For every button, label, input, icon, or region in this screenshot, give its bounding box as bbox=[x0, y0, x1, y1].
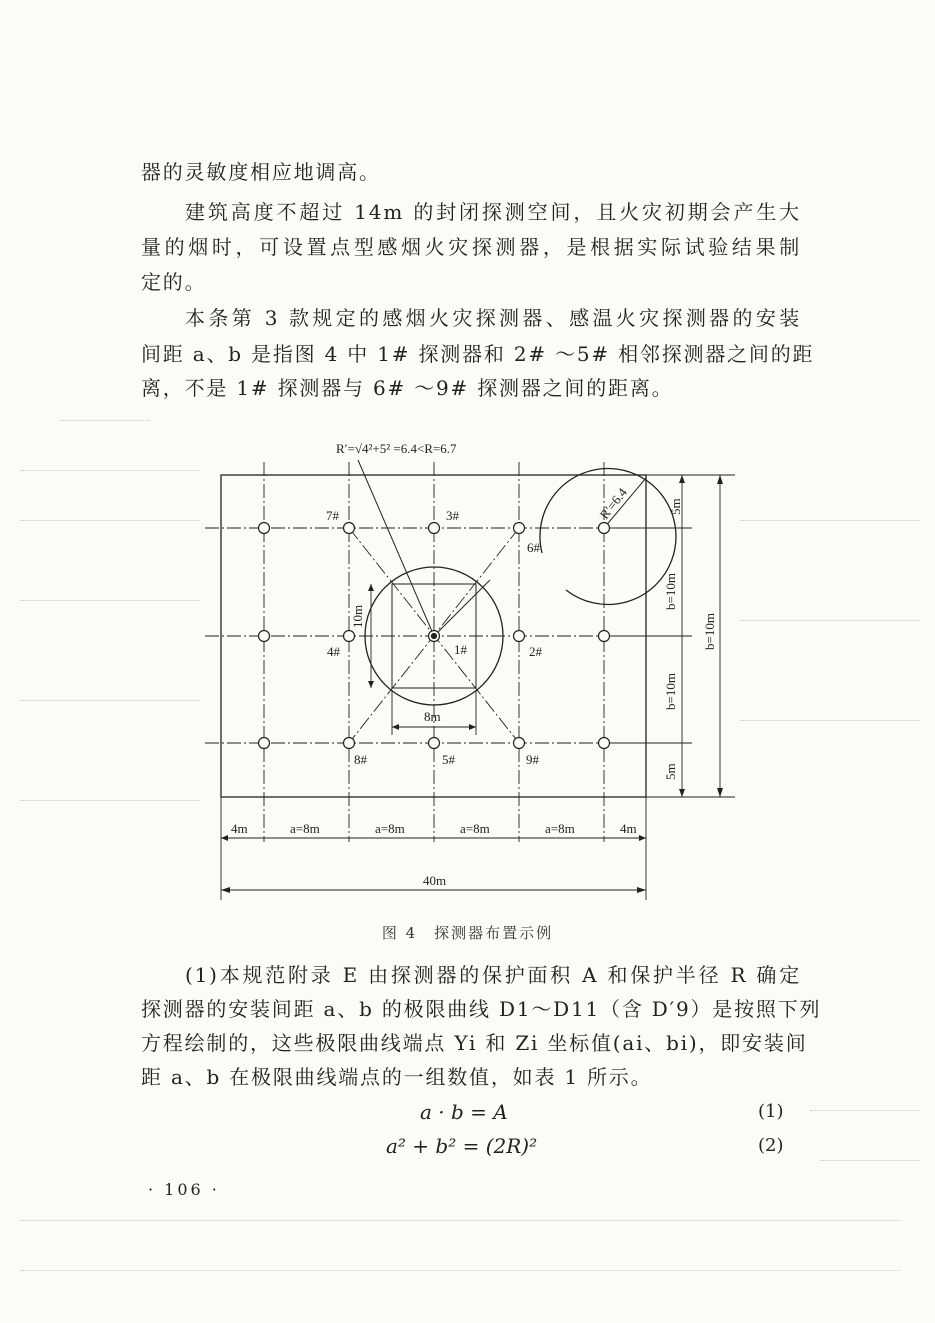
detector-label-1: 1# bbox=[454, 642, 467, 657]
detector-marker bbox=[599, 523, 610, 534]
dim-bottom-6: 4m bbox=[620, 821, 637, 836]
dim-bottom-5: a=8m bbox=[545, 821, 575, 836]
r-prime-label: R′=6.4 bbox=[596, 484, 630, 522]
detector-marker bbox=[599, 738, 610, 749]
scan-artifact-line bbox=[20, 520, 200, 521]
detector-marker bbox=[259, 631, 270, 642]
detector-marker bbox=[259, 738, 270, 749]
dim-8m: 8m bbox=[424, 709, 441, 724]
scan-artifact-line bbox=[740, 620, 920, 621]
text-line: 建筑高度不超过 14m 的封闭探测空间，且火灾初期会产生大 bbox=[185, 200, 801, 224]
scan-artifact-line bbox=[20, 1220, 900, 1221]
dim-bottom-total: 40m bbox=[423, 873, 447, 888]
detector-marker bbox=[599, 631, 610, 642]
text-line: 器的灵敏度相应地调高。 bbox=[141, 160, 381, 184]
detector-marker bbox=[429, 738, 440, 749]
detector-marker bbox=[514, 523, 525, 534]
text-line: 本条第 3 款规定的感烟火灾探测器、感温火灾探测器的安装 bbox=[185, 306, 801, 330]
equation-number-2: (2) bbox=[758, 1135, 784, 1156]
dim-bottom-1: 4m bbox=[231, 821, 248, 836]
text-line: 间距 a、b 是指图 4 中 1# 探测器和 2# ～5# 相邻探测器之间的距 bbox=[141, 342, 815, 366]
detector-label-3: 3# bbox=[446, 508, 459, 523]
detector-marker bbox=[514, 738, 525, 749]
dim-left-10m: 10m bbox=[350, 604, 365, 628]
scan-artifact-line bbox=[740, 720, 920, 721]
detector-label-8: 8# bbox=[354, 752, 367, 767]
equation-1: a · b = A bbox=[420, 1100, 508, 1124]
dim-bottom-3: a=8m bbox=[375, 821, 405, 836]
scan-artifact-line bbox=[820, 1160, 920, 1161]
scan-artifact-line bbox=[20, 700, 200, 701]
dim-right-5m-bottom: 5m bbox=[663, 763, 678, 780]
r-prime-circle bbox=[540, 468, 676, 604]
detector-marker bbox=[344, 738, 355, 749]
dim-right-5m-top: 5m bbox=[668, 498, 683, 515]
dim-right-b-bottom: b=10m bbox=[663, 673, 678, 710]
text-line: 方程绘制的，这些极限曲线端点 Yi 和 Zi 坐标值(ai、bi)，即安装间 bbox=[141, 1031, 808, 1055]
dim-bottom-2: a=8m bbox=[290, 821, 320, 836]
text-line: 离，不是 1# 探测器与 6# ～9# 探测器之间的距离。 bbox=[141, 376, 674, 400]
dim-right-b-top: b=10m bbox=[663, 573, 678, 610]
detector-label-4: 4# bbox=[327, 644, 340, 659]
equation-2: a² + b² = (2R)² bbox=[386, 1134, 538, 1158]
page-number: · 106 · bbox=[148, 1180, 220, 1199]
text-line: 距 a、b 在极限曲线端点的一组数值，如表 1 所示。 bbox=[141, 1065, 653, 1089]
scan-artifact-line bbox=[20, 1270, 900, 1271]
detector-marker bbox=[429, 523, 440, 534]
scan-artifact-line bbox=[60, 420, 150, 421]
scan-artifact-line bbox=[20, 470, 200, 471]
scan-artifact-line bbox=[810, 1110, 920, 1111]
detector-marker bbox=[344, 631, 355, 642]
text-line: 探测器的安装间距 a、b 的极限曲线 D1～D11（含 D′9）是按照下列 bbox=[141, 997, 822, 1021]
detector-label-5: 5# bbox=[442, 752, 455, 767]
detector-label-2: 2# bbox=[529, 644, 542, 659]
detector-marker bbox=[259, 523, 270, 534]
dim-right-total: b=10m bbox=[702, 613, 717, 650]
scan-artifact-line bbox=[740, 520, 920, 521]
detector-label-7: 7# bbox=[326, 508, 339, 523]
equation-number-1: (1) bbox=[758, 1101, 784, 1122]
figure-caption: 图 4 探测器布置示例 bbox=[381, 924, 554, 942]
top-formula: R′=√4²+5² =6.4<R=6.7 bbox=[336, 441, 457, 456]
text-line: (1)本规范附录 E 由探测器的保护面积 A 和保护半径 R 确定 bbox=[185, 963, 801, 987]
detector-marker bbox=[344, 523, 355, 534]
text-line: 定的。 bbox=[141, 270, 207, 294]
dim-bottom-4: a=8m bbox=[460, 821, 490, 836]
scan-artifact-line bbox=[20, 600, 200, 601]
detector-label-6: 6# bbox=[527, 540, 540, 555]
text-line: 量的烟时，可设置点型感烟火灾探测器，是根据实际试验结果制 bbox=[141, 235, 801, 259]
center-dot bbox=[432, 634, 437, 639]
detector-marker bbox=[514, 631, 525, 642]
scan-artifact-line bbox=[20, 800, 200, 801]
detector-label-9: 9# bbox=[526, 752, 539, 767]
